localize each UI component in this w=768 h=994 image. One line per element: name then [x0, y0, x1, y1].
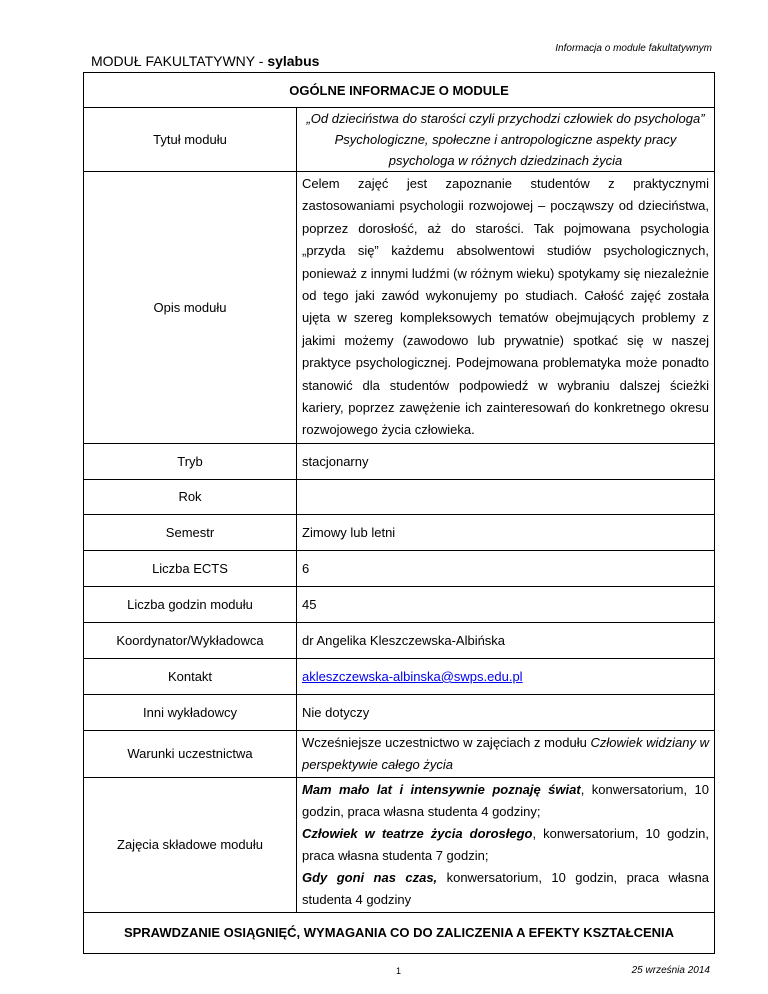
row-ects	[84, 550, 715, 586]
warunki-module-name: Człowiek widziany w perspektywie całego życia	[302, 734, 710, 772]
header-note: Informacja o module fakultatywnym	[555, 43, 712, 54]
value-godziny: 45	[297, 586, 715, 622]
value-koordynator: dr Angelika Kleszczewska-Albińska	[297, 622, 715, 658]
component-course-3-name: Gdy goni nas czas,	[302, 869, 438, 885]
component-course-2	[302, 823, 709, 867]
value-tytul	[297, 108, 715, 172]
component-course-2-name: Człowiek w teatrze życia dorosłego	[302, 825, 533, 841]
row-inni	[84, 694, 715, 730]
value-skladowe	[297, 777, 715, 912]
component-course-2-details: , konwersatorium, 10 godzin, praca własna studenta 7 godzin;	[302, 825, 709, 863]
footer-date: 25 września 2014	[631, 965, 710, 976]
label-skladowe: Zajęcia składowe modułu	[84, 777, 297, 912]
component-course-3	[302, 867, 709, 911]
value-opis: Celem zajęć jest zapoznanie studentów z praktycznymi zastosowaniami psychologii rozwojowej – począwszy od dzieciństwa, poprzez dorosłość, aż do starości. Tak pojmowana psychologia „przyda się” każdemu absolwentowi studiów psychologicznych, ponieważ z innymi ludźmi (w różnym wieku) spotykamy się niezależnie od tego jaki zawód wykonujemy po studiach. Całość zajęć została ujęta w szereg kompleksowych tematów obejmujących problemy z jakimi możemy (zawodowo lub prywatnie) spotkać się w naszej praktyce psychologicznej. Podejmowana problematyka może ponadto stanowić dla studentów podpowiedź w wybraniu dalszej ścieżki kariery, poprzez zawężenie ich zainteresowań do konkretnego okresu rozwojowego życia człowieka.	[297, 172, 715, 444]
label-opis: Opis modułu	[84, 172, 297, 444]
row-koordynator	[84, 622, 715, 658]
contact-email-link[interactable]: akleszczewska-albinska@swps.edu.pl	[302, 668, 523, 684]
label-koordynator: Koordynator/Wykładowca	[84, 622, 297, 658]
row-skladowe	[84, 777, 715, 912]
label-tytul: Tytuł modułu	[84, 108, 297, 172]
label-inni: Inni wykładowcy	[84, 694, 297, 730]
row-kontakt	[84, 658, 715, 694]
section-heading-assessment: SPRAWDZANIE OSIĄGNIĘĆ, WYMAGANIA CO DO ZALICZENIA A EFEKTY KSZTAŁCENIA	[84, 912, 715, 953]
row-semestr	[84, 514, 715, 550]
value-warunki	[297, 730, 715, 777]
component-course-1	[302, 779, 709, 823]
page-number: 1	[396, 966, 402, 976]
label-warunki: Warunki uczestnictwa	[84, 730, 297, 777]
label-rok: Rok	[84, 479, 297, 514]
row-tryb	[84, 443, 715, 479]
component-course-1-details: , konwersatorium, 10 godzin, praca własna studenta 4 godziny;	[302, 781, 709, 819]
label-kontakt: Kontakt	[84, 658, 297, 694]
component-course-1-name: Mam mało lat i intensywnie poznaję świat	[302, 781, 581, 797]
row-tytul	[84, 108, 715, 172]
label-tryb: Tryb	[84, 443, 297, 479]
value-tytul-line1: „Od dzieciństwa do starości czyli przychodzi człowiek do psychologa”	[306, 111, 705, 126]
value-semestr: Zimowy lub letni	[297, 514, 715, 550]
module-info-table	[83, 72, 715, 954]
warunki-prefix: Wcześniejsze uczestnictwo w zajęciach z modułu	[302, 734, 591, 750]
component-course-3-details: konwersatorium, 10 godzin, praca własna studenta 4 godziny	[302, 869, 709, 907]
section-heading-general: OGÓLNE INFORMACJE O MODULE	[84, 73, 715, 108]
label-semestr: Semestr	[84, 514, 297, 550]
document-title	[91, 53, 319, 69]
document-title-prefix: MODUŁ FAKULTATYWNY -	[91, 53, 268, 69]
row-rok	[84, 479, 715, 514]
value-tryb: stacjonarny	[297, 443, 715, 479]
label-ects: Liczba ECTS	[84, 550, 297, 586]
value-rok	[297, 479, 715, 514]
value-kontakt	[297, 658, 715, 694]
document-title-bold: sylabus	[267, 53, 320, 69]
row-opis	[84, 172, 715, 444]
row-godziny	[84, 586, 715, 622]
row-warunki	[84, 730, 715, 777]
value-tytul-line2: Psychologiczne, społeczne i antropologiczne aspekty pracy psychologa w różnych dziedzinach życia	[334, 132, 677, 168]
value-inni: Nie dotyczy	[297, 694, 715, 730]
label-godziny: Liczba godzin modułu	[84, 586, 297, 622]
value-ects: 6	[297, 550, 715, 586]
